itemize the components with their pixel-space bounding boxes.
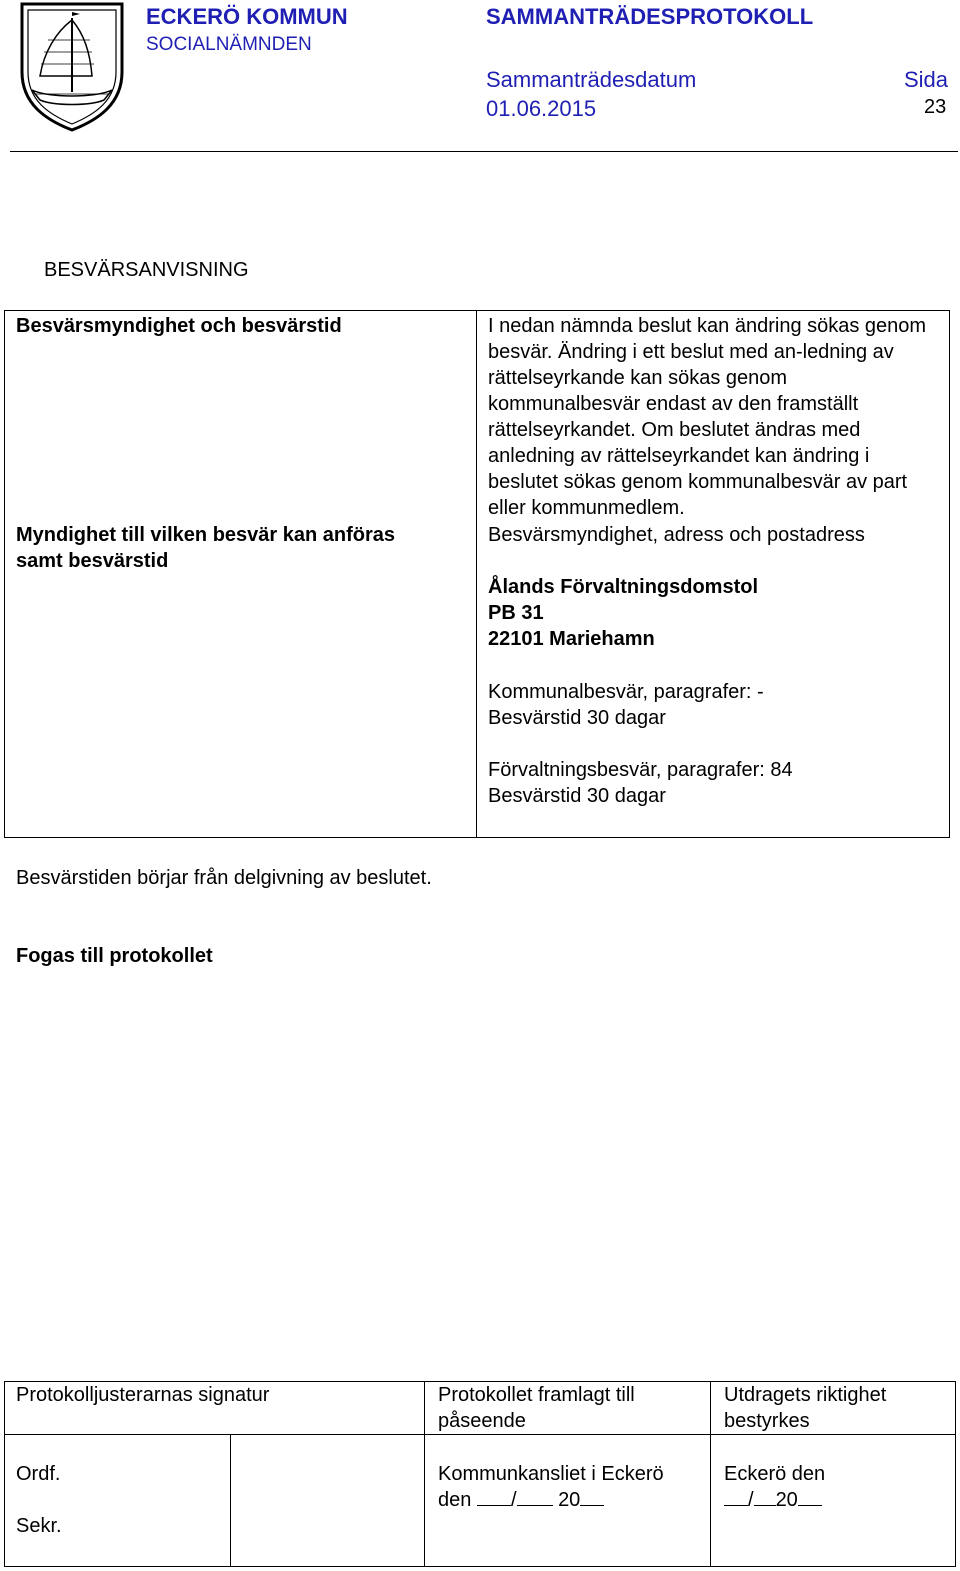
section-title: BESVÄRSANVISNING xyxy=(44,259,249,281)
org-unit: SOCIALNÄMNDEN xyxy=(146,34,312,55)
certification-month-blank xyxy=(754,1487,776,1506)
appeal-recipient-label-line1: Myndighet till vilken besvär kan anföras xyxy=(16,524,396,546)
admin-appeal-paragraphs: Förvaltningsbesvär, paragrafer: 84 xyxy=(488,759,793,781)
certification-date-line xyxy=(724,1487,822,1513)
public-inspection-header-line2: påseende xyxy=(438,1410,526,1432)
inspection-date-line xyxy=(438,1487,604,1513)
authority-name: Ålands Förvaltningsdomstol xyxy=(488,576,759,598)
municipal-coat-of-arms-logo xyxy=(18,0,126,132)
authority-po-box: PB 31 xyxy=(488,602,544,624)
appeal-period-note: Besvärstiden börjar från delgivning av beslutet. xyxy=(16,867,432,889)
signature-table-col-divider-2 xyxy=(710,1381,711,1567)
certification-day-blank xyxy=(724,1487,748,1506)
municipal-appeal-period: Besvärstid 30 dagar xyxy=(488,707,666,729)
secretary-label: Sekr. xyxy=(16,1515,62,1537)
appeal-box-divider xyxy=(476,310,477,838)
page-label: Sida xyxy=(904,67,949,92)
inspection-place: Kommunkansliet i Eckerö xyxy=(438,1463,664,1485)
document-type: SAMMANTRÄDESPROTOKOLL xyxy=(486,4,814,29)
inspection-date-den: den xyxy=(438,1489,472,1511)
certification-year-prefix: 20 xyxy=(775,1489,798,1511)
appeal-recipient-label-line2: samt besvärstid xyxy=(16,550,169,572)
authority-address-heading: Besvärsmyndighet, adress och postadress xyxy=(488,524,865,546)
inspection-year-prefix: 20 xyxy=(558,1489,581,1511)
signature-column-header: Protokolljusterarnas signatur xyxy=(16,1384,270,1406)
org-name: ECKERÖ KOMMUN xyxy=(146,4,348,29)
admin-appeal-period: Besvärstid 30 dagar xyxy=(488,785,666,807)
header-divider xyxy=(10,151,958,152)
meeting-date-label: Sammanträdesdatum xyxy=(486,67,697,92)
appeal-instructions-text: I nedan nämnda beslut kan ändring sökas genom besvär. Ändring i ett beslut med an-ledning av rättelseyrkande kan sökas genom kommunalbesvär endast av den framställt rättelseyrkandet. Om beslutet ändras med anledning av rättelseyrkandet kan ändring i beslutet sökas genom kommunalbesvär av part eller kommunmedlem. xyxy=(488,315,927,519)
chairman-label: Ordf. xyxy=(16,1463,61,1485)
inspection-date-slash: / xyxy=(510,1489,517,1511)
signature-table-sub-divider xyxy=(230,1434,231,1567)
certification-date-slash: / xyxy=(748,1489,754,1511)
appendix-heading: Fogas till protokollet xyxy=(16,945,213,967)
meeting-date: 01.06.2015 xyxy=(486,96,597,121)
signature-table-col-divider-1 xyxy=(424,1381,425,1567)
inspection-day-blank xyxy=(477,1487,511,1506)
page-number: 23 xyxy=(924,96,947,118)
municipal-appeal-paragraphs: Kommunalbesvär, paragrafer: - xyxy=(488,681,764,703)
signature-table-row-divider xyxy=(4,1434,956,1435)
authority-postal-city: 22101 Mariehamn xyxy=(488,628,655,650)
extract-certified-header-line2: bestyrkes xyxy=(724,1410,810,1432)
public-inspection-header-line1: Protokollet framlagt till xyxy=(438,1384,635,1406)
inspection-year-blank xyxy=(580,1487,604,1506)
appeal-authority-label: Besvärsmyndighet och besvärstid xyxy=(16,315,342,337)
certification-place: Eckerö den xyxy=(724,1463,826,1485)
extract-certified-header-line1: Utdragets riktighet xyxy=(724,1384,887,1406)
certification-year-blank xyxy=(798,1487,822,1506)
inspection-month-blank xyxy=(517,1487,553,1506)
